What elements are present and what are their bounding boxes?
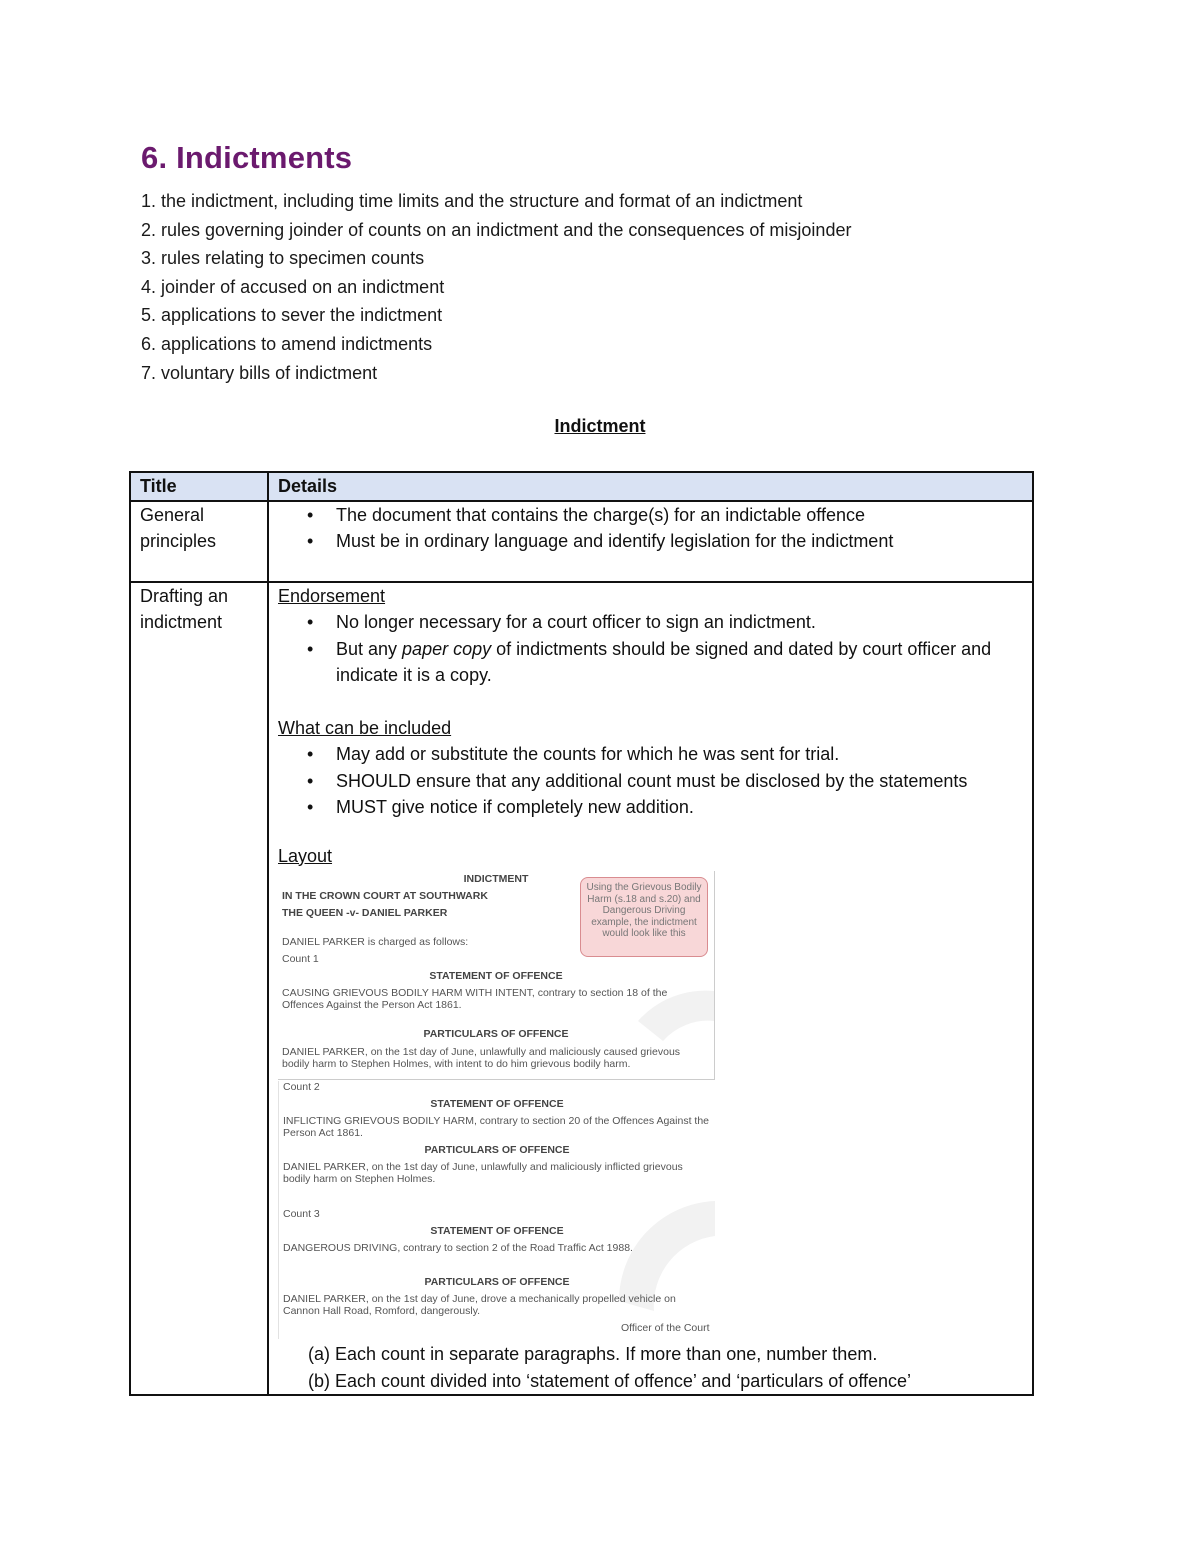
figure-c2-particulars: DANIEL PARKER, on the 1st day of June, unlawfully and maliciously inflicted grievous bodily harm on Stephen Holmes. [283,1161,683,1185]
list-item: 5. applications to sever the indictment [141,305,443,326]
row-details-cell [268,501,1033,582]
figure-charged: DANIEL PARKER is charged as follows: [282,936,469,948]
list-item: • But any paper copy of indictments should be signed and dated by court officer and indicate it is a copy. [336,636,1023,689]
syllabus-list [141,187,851,387]
list-item: 7. voluntary bills of indictment [141,362,378,383]
row-title-cell: General principles [130,501,268,582]
figure-count-2: Count 2 [283,1081,320,1093]
list-item: • May add or substitute the counts for which he was sent for trial. [336,741,1023,768]
bullet-list [278,741,1023,821]
layout-heading: Layout [278,845,333,866]
list-item: • No longer necessary for a court officer to sign an indictment. [336,609,1023,636]
figure-officer: Officer of the Court [621,1322,710,1334]
list-item: • SHOULD ensure that any additional count must be disclosed by the statements [336,768,1023,795]
list-item: • MUST give notice if completely new addition. [336,794,1023,821]
endorsement-heading: Endorsement [278,585,386,606]
list-item: 4. joinder of accused on an indictment [141,276,445,297]
row-details-cell [268,582,1033,1396]
figure-title: INDICTMENT [463,873,529,885]
row-title-cell: Drafting an indictment [130,582,268,1396]
figure-c2-statement: INFLICTING GRIEVOUS BODILY HARM, contrary to section 20 of the Offences Against the Person Act 1861. [283,1115,710,1139]
list-item: 6. applications to amend indictments [141,333,433,354]
header-details-cell: Details [268,472,1033,501]
page-title: 6. Indictments [141,140,353,175]
figure-callout: Using the Grievous Bodily Harm (s.18 and s.20) and Dangerous Driving example, the indictment would look like this [580,877,708,957]
indictment-table [129,471,1034,1396]
note-a: (a) Each count in separate paragraphs. If more than one, number them. [308,1344,878,1364]
list-item: 2. rules governing joinder of counts on an indictment and the consequences of misjoinder [141,219,852,240]
figure-c1-particulars: DANIEL PARKER, on the 1st day of June, unlawfully and maliciously caused grievous bodily harm to Stephen Holmes, with intent to do him grievous bodily harm. [282,1046,681,1070]
indictment-example-image [278,871,715,1341]
note-b: (b) Each count divided into ‘statement of offence’ and ‘particulars of offence’ [308,1370,912,1391]
section-heading: Indictment [554,416,646,436]
layout-notes [278,1341,1023,1394]
figure-particulars-label: PARTICULARS OF OFFENCE [423,1028,569,1040]
bullet-list [278,609,1023,689]
list-item: 3. rules relating to specimen counts [141,248,425,269]
figure-statement-label: STATEMENT OF OFFENCE [430,1098,564,1110]
table-header-row [130,472,1033,501]
list-item: • The document that contains the charge(s) for an indictable offence [336,502,1023,529]
bullet-list [278,502,1023,555]
figure-particulars-label: PARTICULARS OF OFFENCE [424,1276,570,1288]
figure-court: IN THE CROWN COURT AT SOUTHWARK [282,890,488,902]
included-heading: What can be included [278,717,452,738]
figure-page-2 [278,1081,715,1339]
figure-page-1 [278,871,715,1080]
figure-parties: THE QUEEN -v- DANIEL PARKER [282,907,448,919]
header-title-cell: Title [130,472,268,501]
figure-c3-particulars: DANIEL PARKER, on the 1st day of June, drove a mechanically propelled vehicle on Cannon Hall Road, Romford, dangerously. [283,1293,676,1317]
list-item: 1. the indictment, including time limits and the structure and format of an indictment [141,191,803,211]
figure-c3-statement: DANGEROUS DRIVING, contrary to section 2 of the Road Traffic Act 1988. [283,1242,633,1254]
list-item: • Must be in ordinary language and identify legislation for the indictment [336,528,1023,555]
figure-count-3: Count 3 [283,1208,320,1220]
figure-statement-label: STATEMENT OF OFFENCE [429,970,563,982]
table-row [130,501,1033,582]
figure-c1-statement: CAUSING GRIEVOUS BODILY HARM WITH INTENT, contrary to section 18 of the Offences Against the Person Act 1861. [282,987,668,1011]
figure-statement-label: STATEMENT OF OFFENCE [430,1225,564,1237]
figure-count-1: Count 1 [282,953,319,965]
figure-particulars-label: PARTICULARS OF OFFENCE [424,1144,570,1156]
table-row [130,582,1033,1396]
